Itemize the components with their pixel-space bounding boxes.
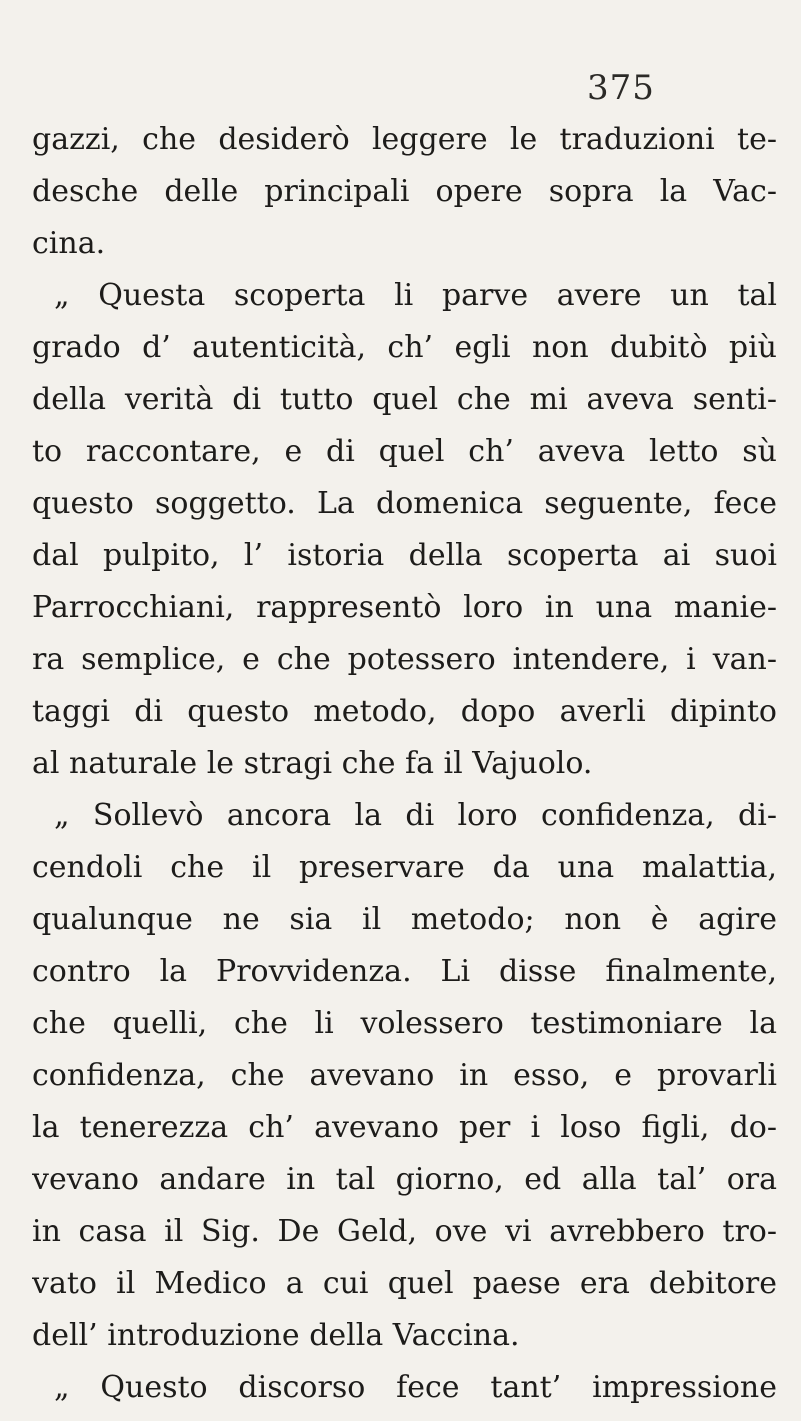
text-line: to raccontare, e di quel ch’ aveva letto sù: [32, 434, 777, 469]
text-line: della verità di tutto quel che mi aveva senti-: [32, 382, 777, 417]
text-line: dell’ introduzione della Vaccina.: [32, 1318, 520, 1353]
text-line: „ Questa scoperta li parve avere un tal: [54, 278, 777, 313]
text-line: che quelli, che li volessero testimoniare la: [32, 1006, 777, 1041]
text-line: Parrocchiani, rappresentò loro in una manie-: [32, 590, 777, 625]
text-line: desche delle principali opere sopra la Vac-: [32, 174, 777, 209]
text-line: vevano andare in tal giorno, ed alla tal’ ora: [32, 1162, 777, 1197]
text-line: la tenerezza ch’ avevano per i loso figli, do-: [32, 1110, 777, 1145]
text-line: confidenza, che avevano in esso, e provarli: [32, 1058, 777, 1093]
text-line: al naturale le stragi che fa il Vajuolo.: [32, 746, 593, 781]
text-line: cina.: [32, 226, 106, 261]
text-line: cendoli che il preservare da una malattia,: [32, 850, 777, 885]
text-line: taggi di questo metodo, dopo averli dipinto: [32, 694, 777, 729]
body-text: [32, 114, 777, 1414]
text-line: qualunque ne sia il metodo; non è agire: [32, 902, 777, 937]
text-line: „ Questo discorso fece tant’ impressione: [54, 1370, 777, 1405]
text-line: „ Sollevò ancora la di loro confidenza, di-: [54, 798, 777, 833]
text-line: gazzi, che desiderò leggere le traduzioni te-: [32, 122, 777, 157]
text-line: dal pulpito, l’ istoria della scoperta ai suoi: [32, 538, 777, 573]
page-number: 375: [587, 68, 655, 108]
text-line: questo soggetto. La domenica seguente, fece: [32, 486, 777, 521]
text-line: contro la Provvidenza. Li disse finalmente,: [32, 954, 777, 989]
text-line: vato il Medico a cui quel paese era debitore: [32, 1266, 777, 1301]
text-line: in casa il Sig. De Geld, ove vi avrebbero tro-: [32, 1214, 777, 1249]
text-line: grado d’ autenticità, ch’ egli non dubitò più: [32, 330, 777, 365]
text-line: ra semplice, e che potessero intendere, i van-: [32, 642, 777, 677]
